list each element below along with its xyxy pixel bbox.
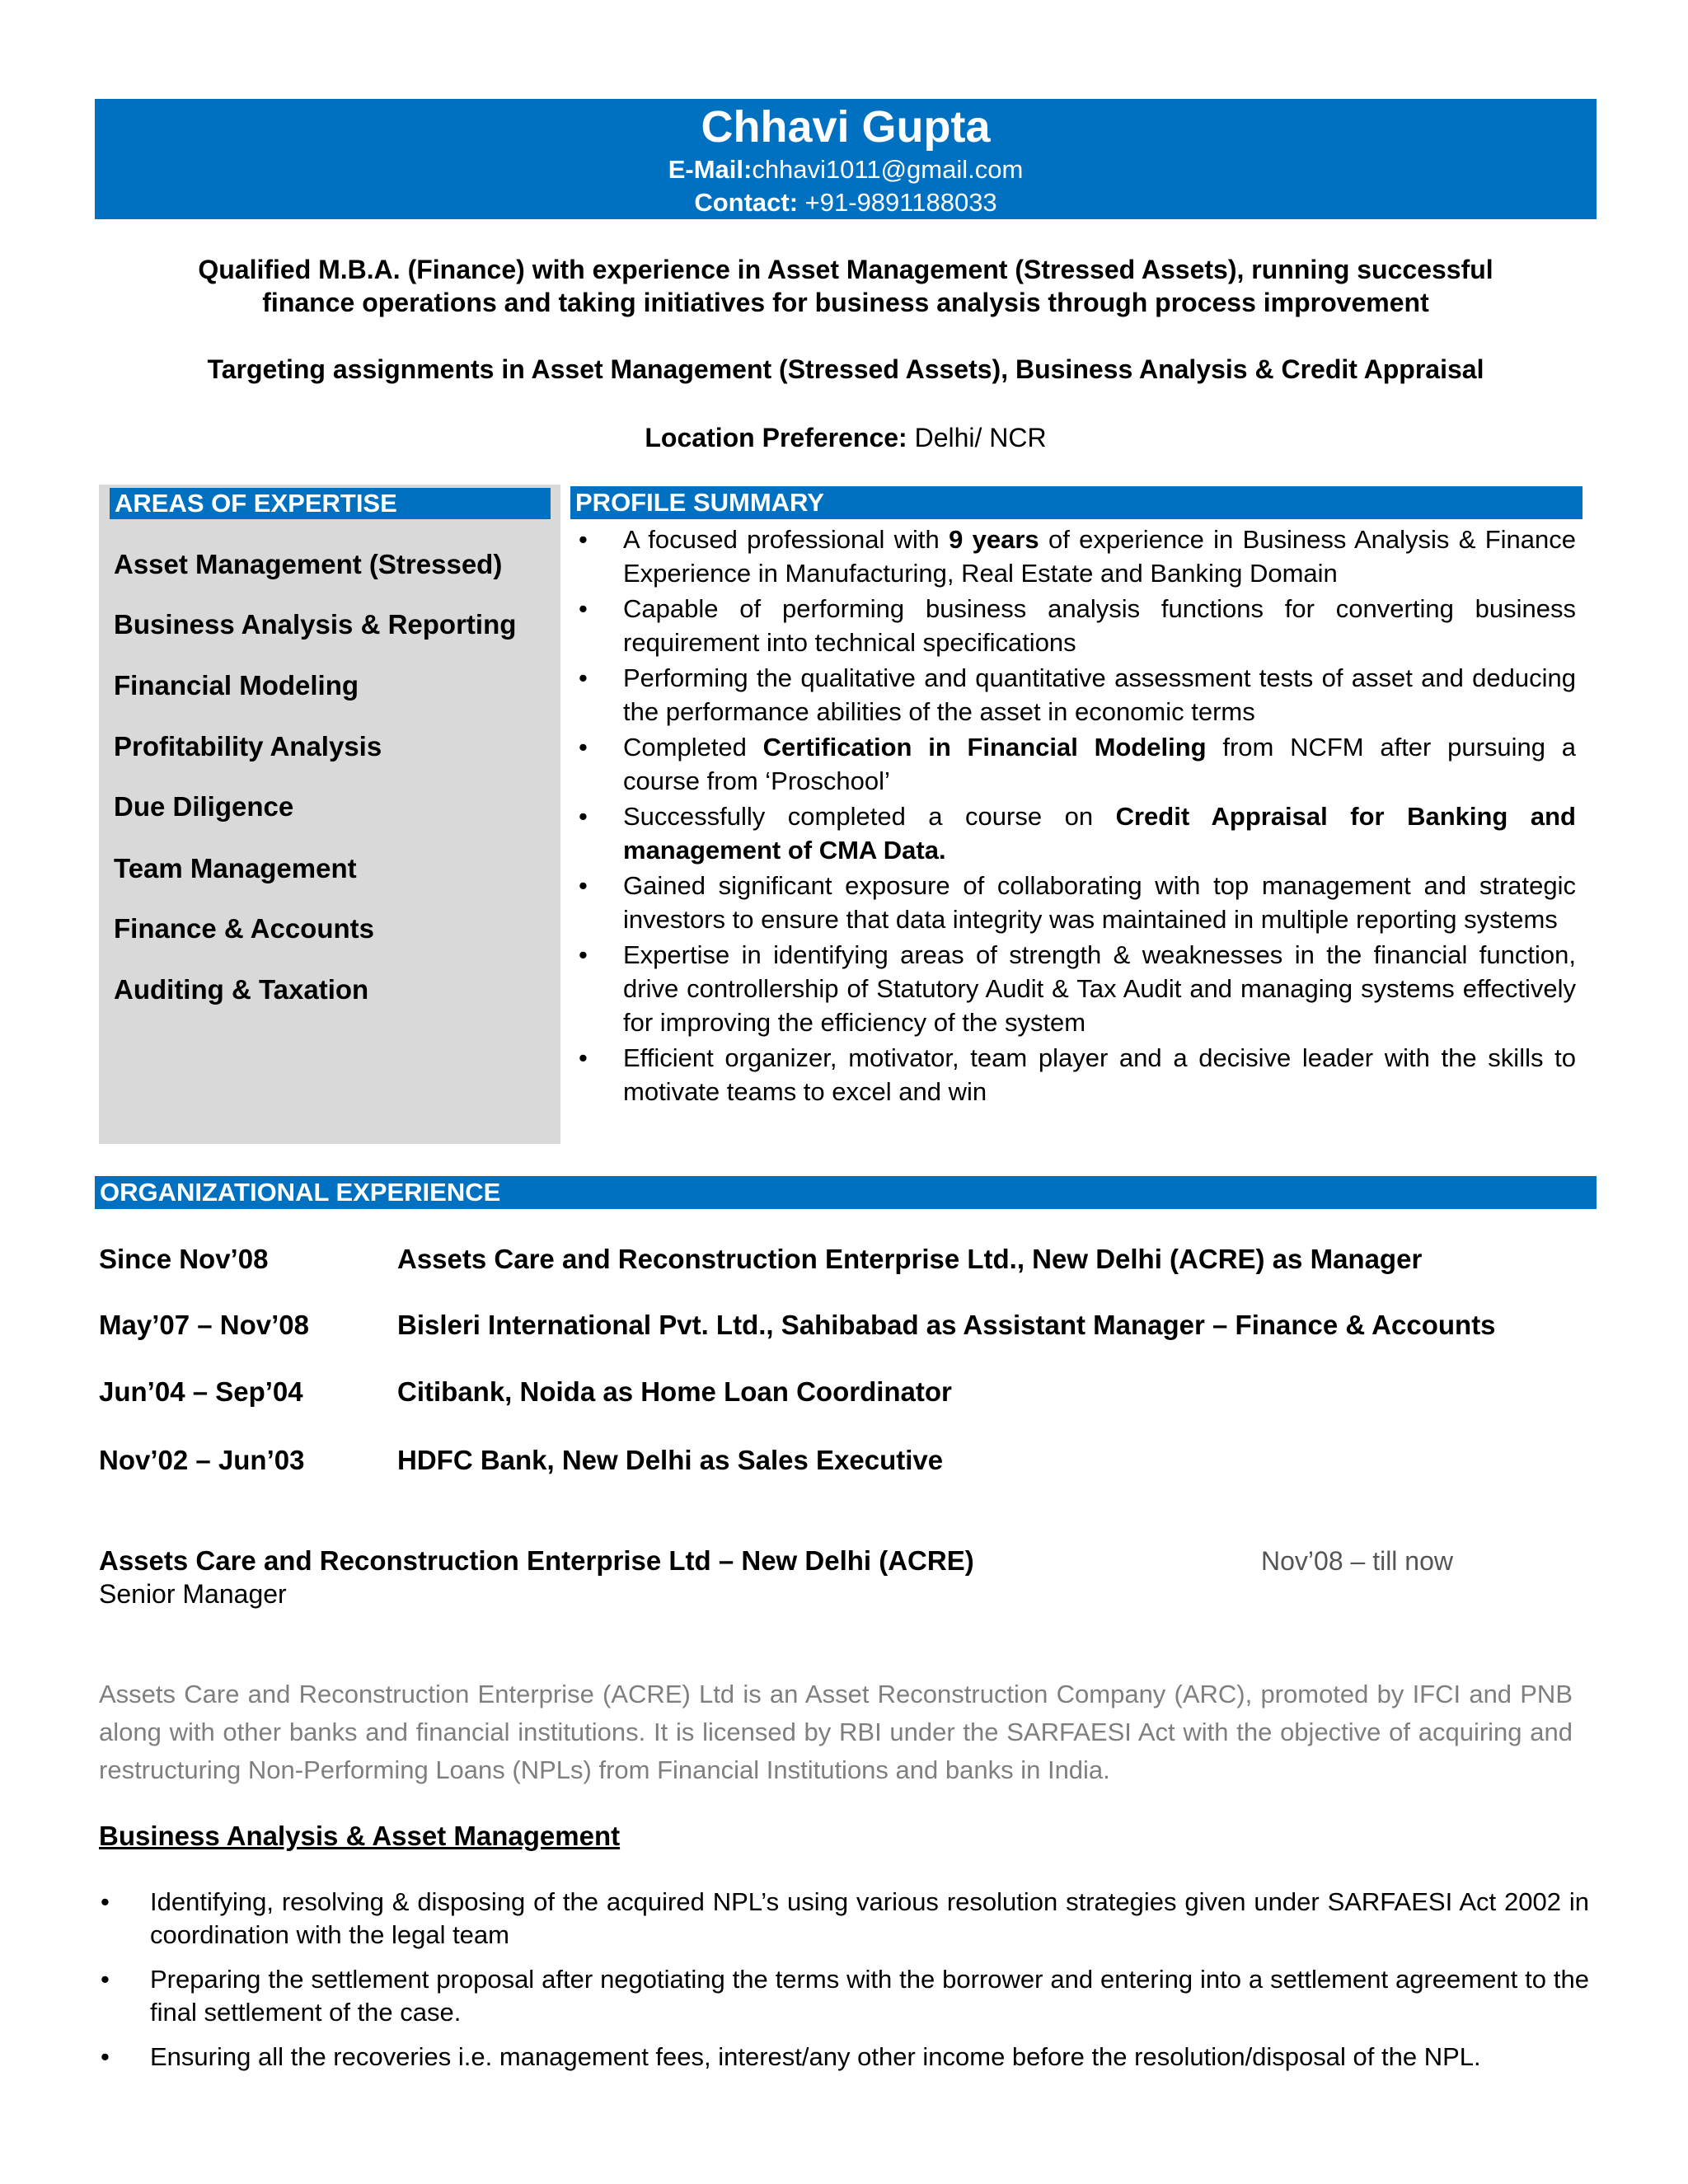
org-date: Since Nov’08 — [99, 1244, 269, 1274]
profile-summary-list — [569, 523, 1576, 1110]
expertise-item: Team Management — [114, 853, 357, 883]
current-period: Nov’08 – till now — [1261, 1546, 1453, 1576]
list-item: • A focused professional with 9 years of experience in Business Analysis & Finance Experience in Manufacturing, Real Estate and Banking Domain — [569, 523, 1576, 590]
list-item: • Ensuring all the recoveries i.e. management fees, interest/any other income before the resolution/disposal of the NPL. — [99, 2041, 1589, 2074]
location-line — [95, 421, 1597, 455]
list-item: • Expertise in identifying areas of strength & weaknesses in the financial function, drive controllership of Statutory Audit & Tax Audit and managing systems effectively for improving the efficiency of the system — [569, 938, 1576, 1039]
company-description: Assets Care and Reconstruction Enterprise (ACRE) Ltd is an Asset Reconstruction Company (ARC), promoted by IFCI and PNB along with other banks and financial institutions. It is licensed by RBI under the SARFAESI Act with the objective of acquiring and restructuring Non-Performing Loans (NPLs) from Financial Institutions and banks in India. — [99, 1680, 1573, 1784]
org-date: Jun’04 – Sep’04 — [99, 1376, 303, 1407]
current-company: Assets Care and Reconstruction Enterprise Ltd – New Delhi (ACRE) — [99, 1545, 974, 1576]
expertise-item: Finance & Accounts — [114, 913, 374, 944]
expertise-item: Profitability Analysis — [114, 731, 382, 762]
contact-value: +91-9891188033 — [804, 188, 997, 217]
intro-line-1: Qualified M.B.A. (Finance) with experience in Asset Management (Stressed Assets), running successful — [198, 255, 1493, 284]
org-date: May’07 – Nov’08 — [99, 1310, 309, 1340]
list-item: • Completed Certification in Financial Modeling from NCFM after pursuing a course from ‘Proschool’ — [569, 730, 1576, 798]
email-label: E-Mail: — [668, 155, 753, 184]
org-desc: Citibank, Noida as Home Loan Coordinator — [397, 1376, 952, 1407]
expertise-item: Auditing & Taxation — [114, 974, 369, 1005]
contact-label: Contact: — [694, 188, 799, 217]
expertise-item: Business Analysis & Reporting — [114, 609, 517, 640]
location-value: Delhi/ NCR — [914, 423, 1047, 452]
org-desc: Bisleri International Pvt. Ltd., Sahibabad as Assistant Manager – Finance & Accounts — [397, 1310, 1496, 1340]
list-item: • Preparing the settlement proposal after negotiating the terms with the borrower and entering into a settlement agreement to the final settlement of the case. — [99, 1963, 1589, 2029]
org-date: Nov’02 – Jun’03 — [99, 1445, 305, 1475]
email-value: chhavi1011@gmail.com — [752, 155, 1024, 184]
duties-list — [99, 1886, 1589, 2085]
list-item: • Successfully completed a course on Credit Appraisal for Banking and management of CMA Data. — [569, 799, 1576, 867]
expertise-item: Asset Management (Stressed) — [114, 549, 503, 579]
list-item: • Gained significant exposure of collaborating with top management and strategic investors to ensure that data integrity was maintained in multiple reporting systems — [569, 869, 1576, 936]
expertise-heading: AREAS OF EXPERTISE — [110, 488, 551, 519]
list-item: • Identifying, resolving & disposing of the acquired NPL’s using various resolution strategies given under SARFAESI Act 2002 in coordination with the legal team — [99, 1886, 1589, 1952]
contact-line — [95, 186, 1597, 219]
intro-line-2: finance operations and taking initiatives for business analysis through process improvement — [262, 288, 1429, 317]
profile-heading: PROFILE SUMMARY — [570, 486, 1582, 519]
expertise-item: Due Diligence — [114, 791, 294, 822]
current-role: Senior Manager — [99, 1579, 287, 1609]
expertise-item: Financial Modeling — [114, 670, 359, 701]
targeting-line: Targeting assignments in Asset Management (Stressed Assets), Business Analysis & Credit Appraisal — [207, 354, 1484, 384]
org-desc: Assets Care and Reconstruction Enterprise Ltd., New Delhi (ACRE) as Manager — [397, 1244, 1423, 1274]
header-banner — [95, 99, 1597, 219]
candidate-name: Chhavi Gupta — [701, 102, 991, 152]
org-experience-heading: ORGANIZATIONAL EXPERIENCE — [95, 1176, 1597, 1209]
org-desc: HDFC Bank, New Delhi as Sales Executive — [397, 1445, 944, 1475]
location-label: Location Preference: — [645, 423, 907, 452]
email-line — [95, 153, 1597, 186]
duties-subheading: Business Analysis & Asset Management — [99, 1821, 621, 1851]
list-item: • Capable of performing business analysis functions for converting business requirement into technical specifications — [569, 592, 1576, 659]
list-item: • Efficient organizer, motivator, team player and a decisive leader with the skills to motivate teams to excel and win — [569, 1041, 1576, 1108]
list-item: • Performing the qualitative and quantitative assessment tests of asset and deducing the performance abilities of the asset in economic terms — [569, 661, 1576, 729]
